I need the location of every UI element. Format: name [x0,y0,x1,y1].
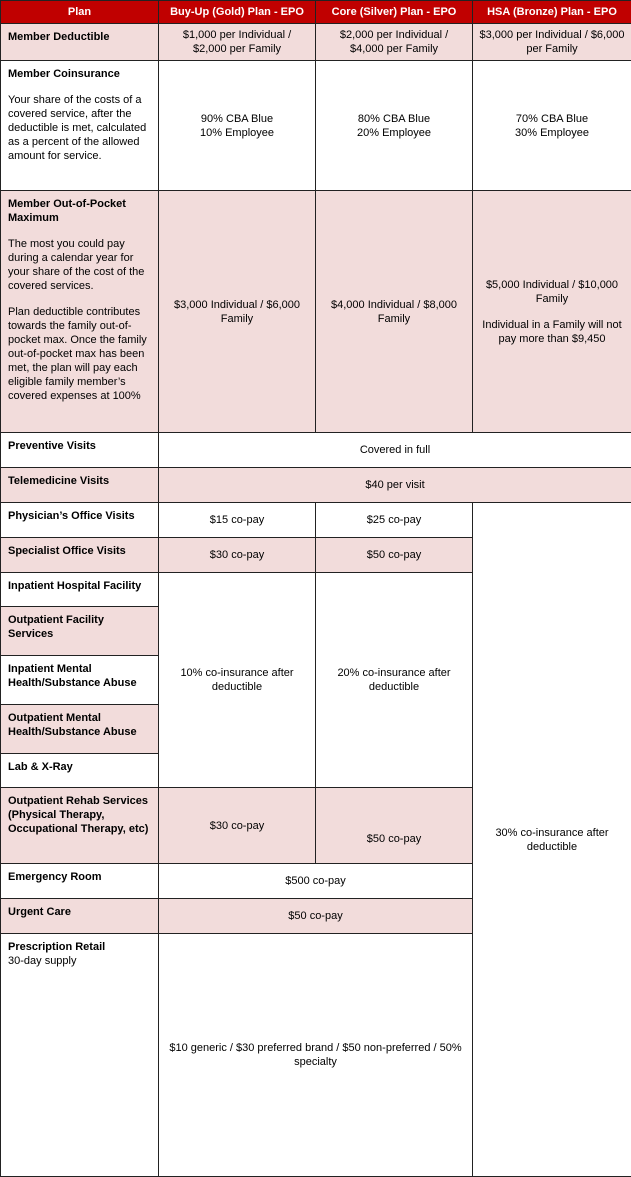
header-silver-plan: Core (Silver) Plan - EPO [316,1,473,24]
header-bronze-plan: HSA (Bronze) Plan - EPO [473,1,631,24]
row-label: Prescription Retail 30-day supply [1,934,159,1177]
gold-oop: $3,000 Individual / $6,000 Family [159,191,316,433]
header-plan: Plan [1,1,159,24]
row-label: Urgent Care [1,899,159,934]
gold-coinsurance-group: 10% co-insurance after deductible [159,573,316,788]
row-label: Outpatient Mental Health/Substance Abuse [1,705,159,754]
row-member-coinsurance [1,61,631,191]
emergency-room-value: $500 co-pay [159,864,473,899]
gold-specialist: $30 co-pay [159,538,316,573]
silver-rehab: $50 co-pay [316,788,473,864]
row-out-of-pocket-max [1,191,631,433]
row-physician-office-visits [1,503,631,538]
row-member-deductible [1,24,631,61]
silver-coinsurance-group: 20% co-insurance after deductible [316,573,473,788]
row-label: Telemedicine Visits [1,468,159,503]
bronze-oop: $5,000 Individual / $10,000 Family Individual in a Family will not pay more than $9,450 [473,191,631,433]
coinsurance-description: Your share of the costs of a covered service, after the deductible is met, calculated as a percent of the allowed amount for service. [8,93,152,163]
gold-deductible: $1,000 per Individual / $2,000 per Family [159,24,316,61]
telemedicine-value: $40 per visit [159,468,631,503]
row-label: Member Out-of-Pocket Maximum The most you could pay during a calendar year for your share of the cost of the covered services. Plan deductible contributes towards the family out-of-pocket max. Once the family out-of-pocket max has been met, the plan will pay each eligible family member’s covered expenses at 100% [1,191,159,433]
bronze-coinsurance: 70% CBA Blue 30% Employee [473,61,631,191]
prescription-supply: 30-day supply [8,954,152,968]
gold-rehab: $30 co-pay [159,788,316,864]
row-label: Outpatient Rehab Services (Physical Therapy, Occupational Therapy, etc) [1,788,159,864]
oop-description-1: The most you could pay during a calendar year for your share of the cost of the covered services. [8,237,152,293]
bronze-coinsurance-group: 30% co-insurance after deductible [473,503,631,1177]
row-preventive-visits [1,433,631,468]
row-label: Outpatient Facility Services [1,607,159,656]
header-row [1,1,631,24]
urgent-care-value: $50 co-pay [159,899,473,934]
row-label: Emergency Room [1,864,159,899]
bronze-deductible: $3,000 per Individual / $6,000 per Family [473,24,631,61]
silver-deductible: $2,000 per Individual / $4,000 per Family [316,24,473,61]
silver-coinsurance: 80% CBA Blue 20% Employee [316,61,473,191]
silver-physician: $25 co-pay [316,503,473,538]
row-label: Inpatient Mental Health/Substance Abuse [1,656,159,705]
row-label: Lab & X-Ray [1,754,159,788]
oop-description-2: Plan deductible contributes towards the family out-of-pocket max. Once the family out-of-pocket max has been met, the plan will pay each eligible family member’s covered expenses at 100% [8,305,152,403]
row-label: Preventive Visits [1,433,159,468]
silver-oop: $4,000 Individual / $8,000 Family [316,191,473,433]
row-telemedicine-visits [1,468,631,503]
silver-specialist: $50 co-pay [316,538,473,573]
row-label: Member Coinsurance Your share of the costs of a covered service, after the deductible is met, calculated as a percent of the allowed amount for service. [1,61,159,191]
row-label: Specialist Office Visits [1,538,159,573]
row-label: Member Deductible [1,24,159,61]
row-label: Inpatient Hospital Facility [1,573,159,607]
row-label: Physician’s Office Visits [1,503,159,538]
preventive-value: Covered in full [159,433,631,468]
prescription-value: $10 generic / $30 preferred brand / $50 non-preferred / 50% specialty [159,934,473,1177]
gold-coinsurance: 90% CBA Blue 10% Employee [159,61,316,191]
header-gold-plan: Buy-Up (Gold) Plan - EPO [159,1,316,24]
gold-physician: $15 co-pay [159,503,316,538]
